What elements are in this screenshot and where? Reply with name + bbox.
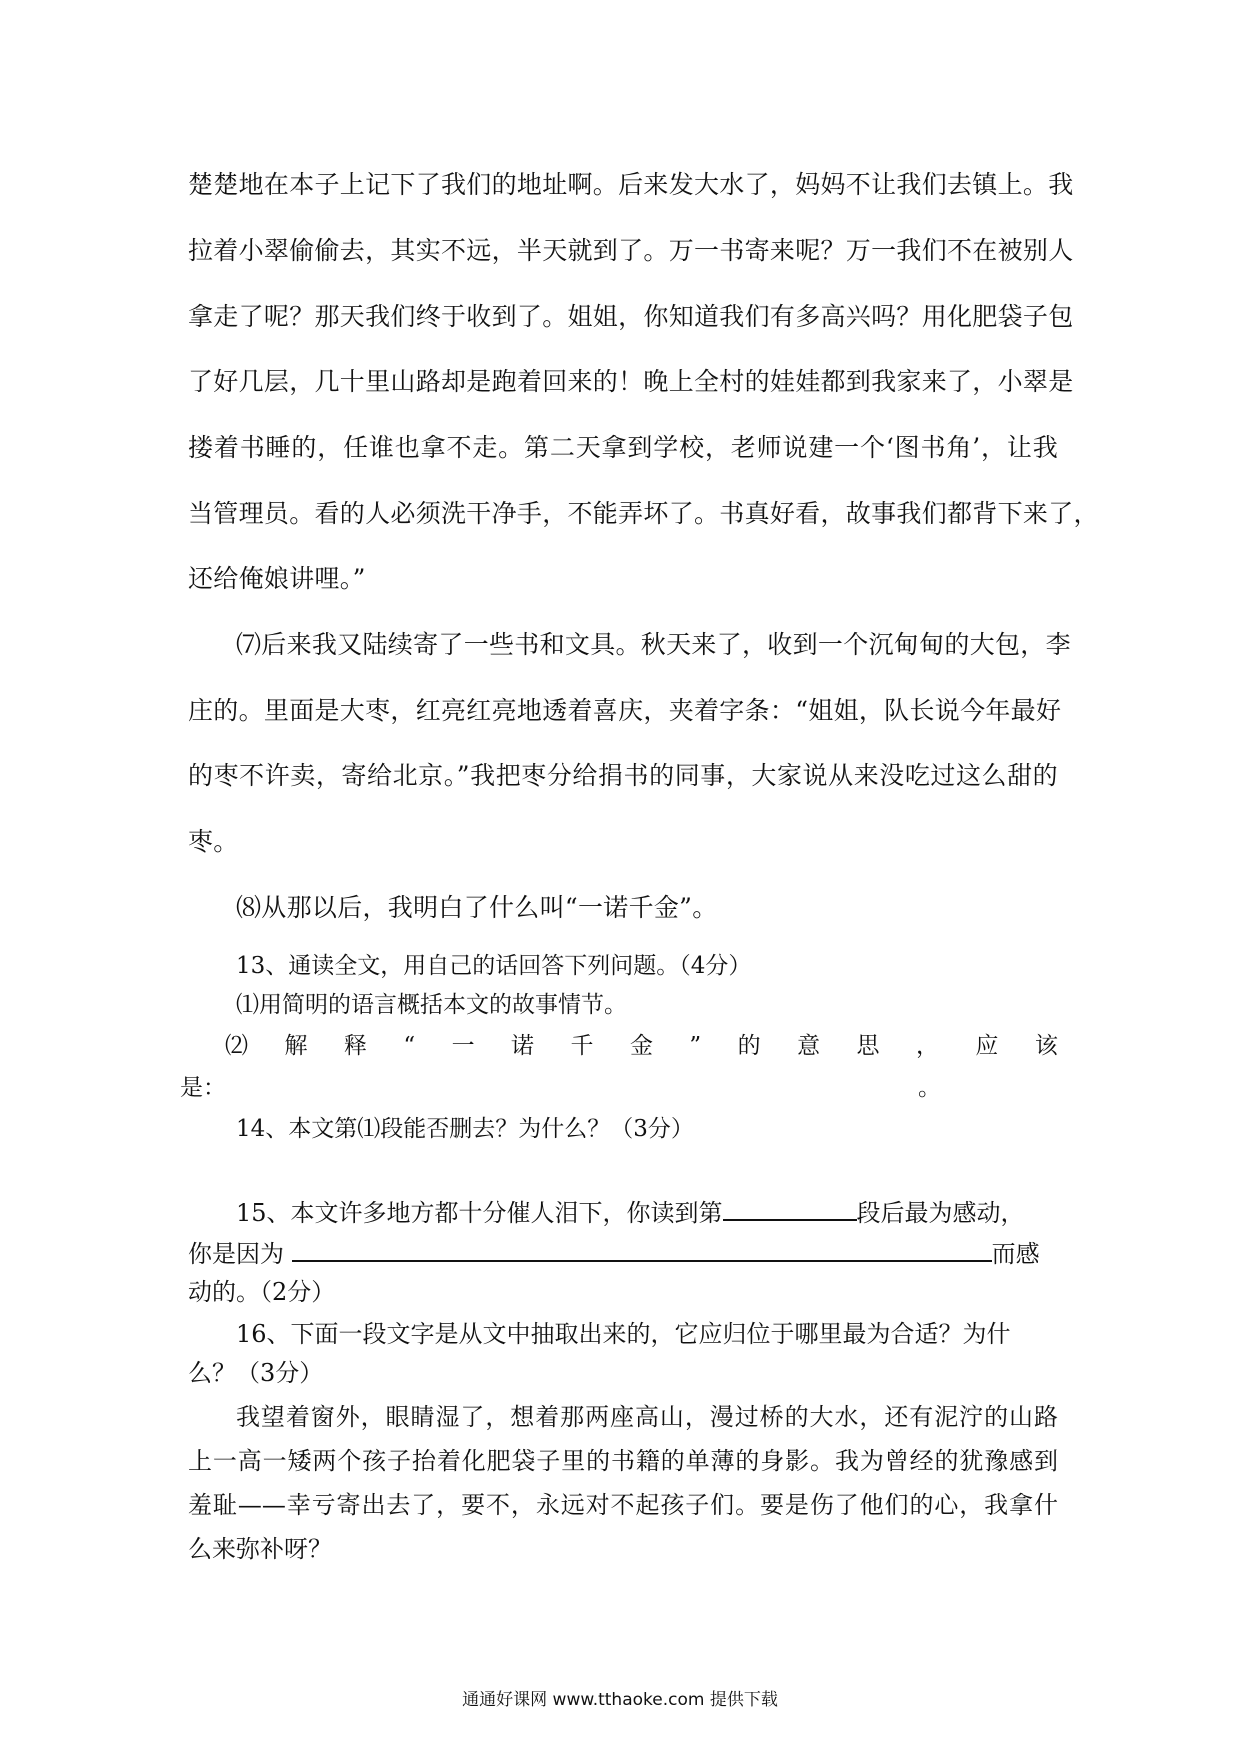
question-16-line-1: 16、下面一段文字是从文中抽取出来的，它应归位于哪里最为合适？为什 bbox=[236, 1320, 1011, 1348]
story-para7-line-4: 枣。 bbox=[188, 827, 239, 856]
answer-blank-reason[interactable] bbox=[292, 1236, 992, 1262]
story-para6-line-2: 拉着小翠偷偷去，其实不远，半天就到了。万一书寄来呢？万一我们不在被别人 bbox=[188, 236, 1074, 265]
question-13: 13、通读全文，用自己的话回答下列问题。（4分） bbox=[236, 953, 752, 979]
q13-2-char: 金 bbox=[629, 1033, 653, 1059]
question-15-text-a: 15、本文许多地方都十分催人泪下，你读到第 bbox=[236, 1199, 723, 1227]
story-para6-line-4: 了好几层，几十里山路却是跑着回来的！晚上全村的娃娃都到我家来了，小翠是 bbox=[188, 367, 1074, 396]
answer-blank-paragraph[interactable] bbox=[723, 1195, 857, 1221]
q13-2-char: “ bbox=[403, 1033, 416, 1059]
q13-2-char: 应 bbox=[975, 1033, 999, 1059]
page-footer: 通通好课网 www.tthaoke.com 提供下载 bbox=[462, 1690, 778, 1710]
q13-2-char: 的 bbox=[737, 1033, 761, 1059]
q13-2-char: ” bbox=[689, 1033, 702, 1059]
story-para7-line-2: 庄的。里面是大枣，红亮红亮地透着喜庆，夹着字条：“姐姐，队长说今年最好 bbox=[188, 696, 1062, 725]
question-13-part-2-tail: 是： bbox=[180, 1075, 226, 1101]
question-15-text-b: 段后最为感动， bbox=[856, 1199, 1025, 1227]
question-13-part-2-spread bbox=[225, 1030, 1058, 1062]
excerpt-line-3: 羞耻——幸亏寄出去了，要不，永远对不起孩子们。要是伤了他们的心，我拿什 bbox=[188, 1491, 1058, 1519]
question-14: 14、本文第⑴段能否删去？为什么？（3分） bbox=[236, 1116, 694, 1142]
question-13-part-2-end: 。 bbox=[918, 1075, 941, 1101]
q13-2-char: 思 bbox=[856, 1033, 880, 1059]
story-para6-line-6: 当管理员。看的人必须洗干净手，不能弄坏了。书真好看，故事我们都背下来了， bbox=[188, 499, 1099, 528]
q13-2-char: 千 bbox=[570, 1033, 594, 1059]
q13-2-char: 意 bbox=[797, 1033, 821, 1059]
q13-2-char: 该 bbox=[1034, 1033, 1058, 1059]
q13-2-char: 诺 bbox=[511, 1033, 535, 1059]
excerpt-line-2: 上一高一矮两个孩子抬着化肥袋子里的书籍的单薄的身影。我为曾经的犹豫感到 bbox=[188, 1447, 1058, 1475]
q13-2-char: ， bbox=[915, 1033, 939, 1059]
story-para8: ⑻从那以后，我明白了什么叫“一诺千金”。 bbox=[236, 893, 718, 922]
question-13-part-1: ⑴用简明的语言概括本文的故事情节。 bbox=[236, 992, 627, 1018]
question-15-line-3: 动的。（2分） bbox=[188, 1278, 336, 1306]
story-para7-line-1: ⑺后来我又陆续寄了一些书和文具。秋天来了，收到一个沉甸甸的大包，李 bbox=[236, 630, 1071, 659]
question-15-line-1 bbox=[236, 1195, 1025, 1229]
q13-2-char: 一 bbox=[451, 1033, 475, 1059]
question-15-text-c: 你是因为 bbox=[188, 1240, 284, 1268]
q13-2-char: ⑵ bbox=[225, 1033, 248, 1059]
question-15-text-d: 而感 bbox=[991, 1240, 1040, 1268]
question-15-line-2 bbox=[188, 1236, 1040, 1270]
excerpt-line-1: 我望着窗外，眼睛湿了，想着那两座高山，漫过桥的大水，还有泥泞的山路 bbox=[236, 1403, 1058, 1431]
story-para6-line-5: 搂着书睡的，任谁也拿不走。第二天拿到学校，老师说建一个‘图书角’，让我 bbox=[188, 433, 1058, 462]
q13-2-char: 释 bbox=[343, 1033, 367, 1059]
excerpt-line-4: 么来弥补呀？ bbox=[188, 1535, 332, 1563]
q13-2-char: 解 bbox=[284, 1033, 308, 1059]
question-16-line-2: 么？（3分） bbox=[188, 1359, 324, 1387]
story-para7-line-3: 的枣不许卖，寄给北京。”我把枣分给捐书的同事，大家说从来没吃过这么甜的 bbox=[188, 761, 1058, 790]
story-para6-line-1: 楚楚地在本子上记下了我们的地址啊。后来发大水了，妈妈不让我们去镇上。我 bbox=[188, 170, 1074, 199]
story-para6-line-3: 拿走了呢？那天我们终于收到了。姐姐，你知道我们有多高兴吗？用化肥袋子包 bbox=[188, 302, 1074, 331]
story-para6-line-7: 还给俺娘讲哩。” bbox=[188, 564, 366, 593]
